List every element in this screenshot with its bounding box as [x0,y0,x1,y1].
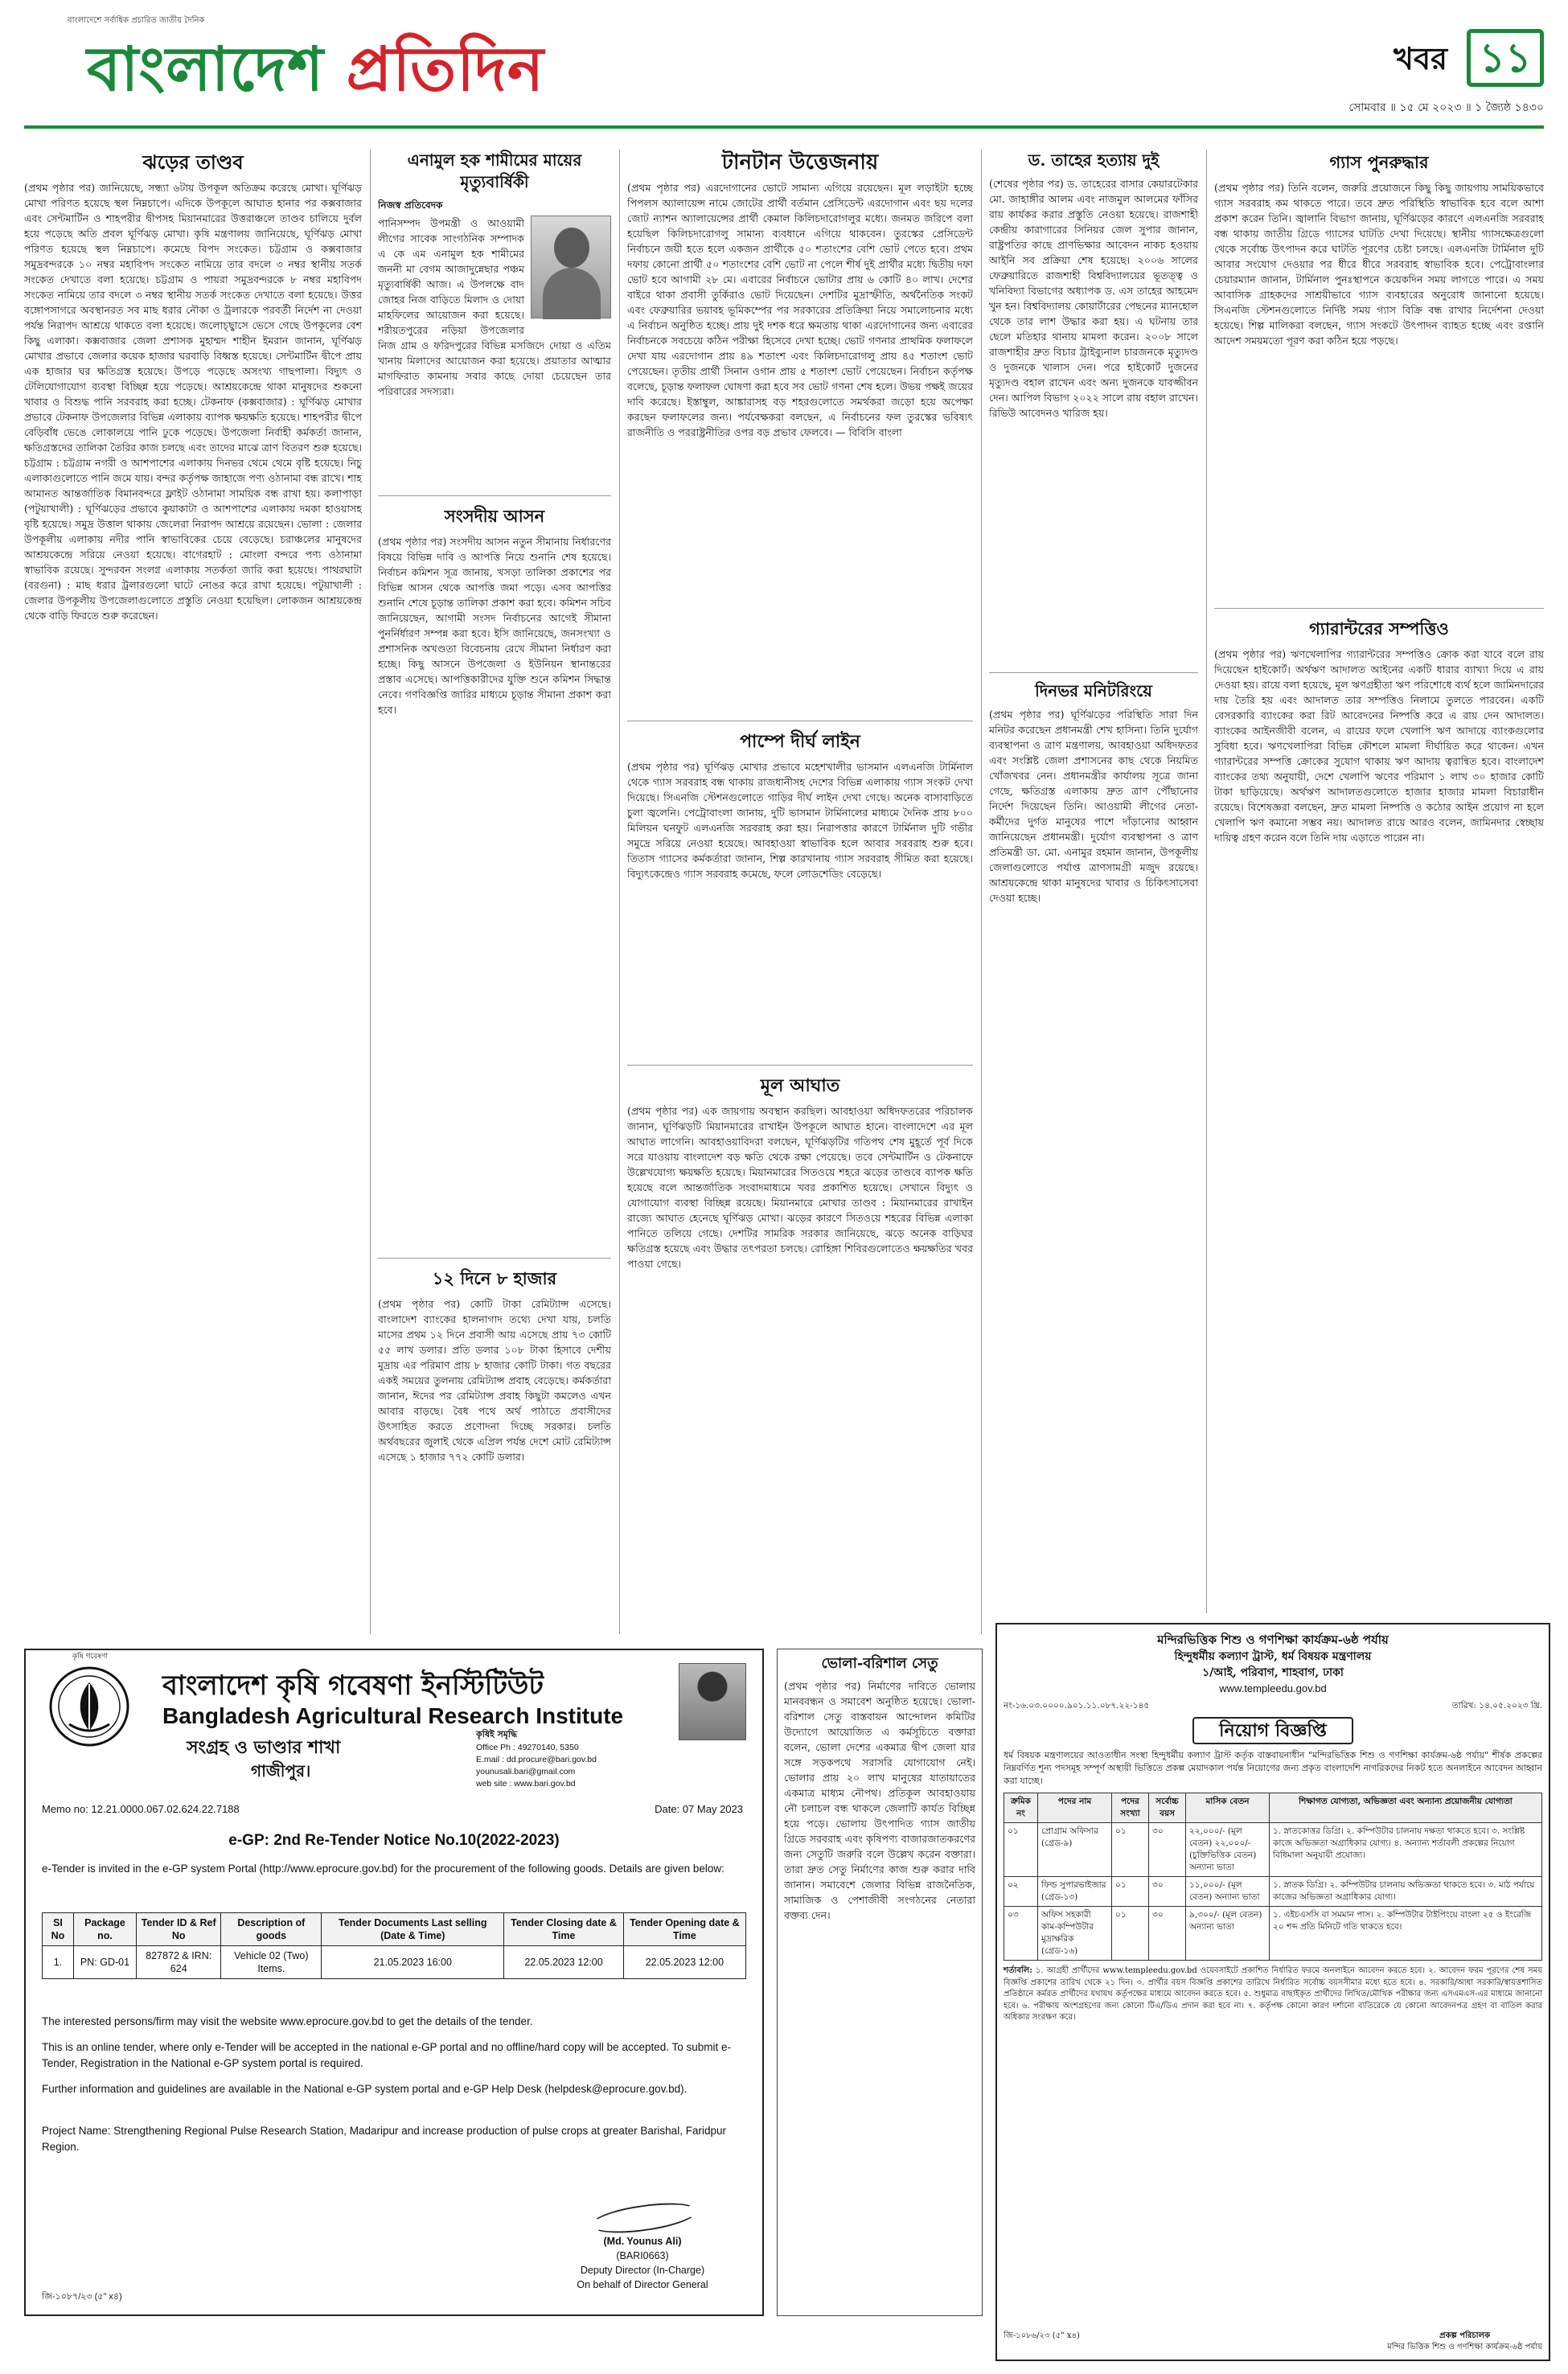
table-cell: ১. এইচএসসি বা সমমান পাস। ২. কম্পিউটার টাইপিংয়ে বাংলা ২৫ ও ইংরেজি ২০ শব্দ প্রতি মিনিটে গতি থাকতে হবে। [1270,1907,1542,1961]
article-monitoring [989,680,1198,1613]
table-cell: ০১ [1112,1907,1149,1961]
table-row [1004,1877,1542,1907]
signer-org: মন্দির ভিত্তিক শিশু ও গণশিক্ষা কার্যক্রম-৬ষ্ঠ পর্যায় [1387,2343,1542,2351]
masthead-tagline: বাংলাদেশে সর্বাধিক প্রচারিত জাতীয় দৈনিক [68,16,205,25]
article-headline: টানটান উত্তেজনায় [721,150,879,175]
article-body: (প্রথম পৃষ্ঠার পর) ঋণখেলাপির গ্যারান্টরের সম্পত্তিও ক্রোক করা যাবে বলে রায় দিয়েছেন হাইকোর্ট। অর্থঋণ আদালত আইনের একটি ধারার ব্যাখ্যা দিয়ে এ রায় দেওয়া হয়। রায়ে বলা হয়েছে, মূল ঋণগ্রহীতা ঋণ পরিশোধে ব্যর্থ হলে জামিনদারের দায় তৈরি হয় এবং আদালত তার সম্পত্তিও নিলামে তুলতে পারবেন। একটি বেসরকারি ব্যাংকের করা রিট আবেদনের নিষ্পত্তি করে এ রায় দেন আদালত। ব্যাংকের আইনজীবী বলেন, এ রায়ের ফলে খেলাপি ঋণ আদায়ে ব্যাংকগুলোর সুবিধা হবে। ঋণখেলাপিরা বিভিন্ন কৌশলে মামলা দীর্ঘায়িত করে থাকেন। এখন গ্যারান্টরের সম্পত্তি ক্রোকের সুযোগ থাকায় ঋণ আদায় ত্বরান্বিত হবে। বাংলাদেশ ব্যাংকের তথ্য অনুযায়ী, দেশে খেলাপি ঋণের পরিমাণ ১ লাখ ৩০ হাজার কোটি টাকা ছাড়িয়েছে। অর্থঋণ আদালতগুলোতে হাজার হাজার মামলা বিচারাধীন রয়েছে। বিশেষজ্ঞরা বলছেন, দ্রুত মামলা নিষ্পত্তি ও কঠোর আইন প্রয়োগ না হলে খেলাপি ঋণ কমানো সম্ভব নয়। আদালত রায়ে আরও বলেন, জামিনদার স্বেচ্ছায় দায়িত্ব গ্রহণ করেন বলে তিনি দায় এড়াতে পারেন না। [1214,648,1544,844]
table-header-row [1004,1793,1542,1823]
table-cell: ১. স্নাতক ডিগ্রি। ২. কম্পিউটার চালনায় অভিজ্ঞতা থাকতে হবে। ৩. মাঠ পর্যায়ে কাজের অভিজ্ঞতা অগ্রাধিকার যোগ্য। [1270,1877,1542,1907]
recruitment-title: নিয়োগ বিজ্ঞপ্তি [1192,1717,1353,1744]
masthead [24,11,1544,132]
signature-block [542,2197,743,2292]
table-row [43,1946,746,1979]
table-cell: ফিল্ড সুপারভাইজার (গ্রেড-১৩) [1038,1877,1112,1907]
signer-title: Deputy Director (In-Charge) [580,2265,705,2276]
signature-mark [542,2197,743,2234]
conditions-section [1004,1965,1542,2024]
article-divider [627,1065,973,1066]
bari-branch: সংগ্রহ ও ভাণ্ডার শাখা [187,1737,341,1758]
ad-code: জি-১০৮৬/২৩ (৫" x৪) [1004,2331,1080,2340]
article-headline: গ্যাস পুনরুদ্ধার [1329,152,1429,172]
table-row [1004,1907,1542,1961]
table-cell: 21.05.2023 16:00 [322,1946,504,1979]
article-divider [378,1258,611,1259]
table-row [1004,1823,1542,1877]
bari-title-bengali: বাংলাদেশ কৃষি গবেষণা ইনস্টিটিউট [162,1670,544,1702]
article-headline: দিনভর মনিটরিংয়ে [1035,681,1152,700]
table-cell: ১১,০০০/- (মূল বেতন) অন্যান্য ভাতা [1186,1877,1270,1907]
table-cell: ০৩ [1004,1907,1038,1961]
article-main-hit [627,1073,973,1634]
article-body: (প্রথম পৃষ্ঠার পর) সংসদীয় আসন নতুন সীমানায় নির্ধারণের বিষয়ে বিভিন্ন দাবি ও আপত্তি নিয়ে শুনানি শেষ হয়েছে। নির্বাচন কমিশন সূত্র জানায়, খসড়া তালিকা প্রকাশের পর বিভিন্ন আসন থেকে আপত্তি জমা পড়ে। এসব আপত্তির শুনানি শেষে চূড়ান্ত তালিকা প্রকাশ করা হবে। কমিশন সচিব জানিয়েছেন, আগামী সংসদ নির্বাচনের আগেই সীমানা পুনর্নির্ধারণ সম্পন্ন করা হবে। ইসি জানিয়েছে, জনসংখ্যা ও প্রশাসনিক অখণ্ডতা বিবেচনায় রেখে সীমানা নির্ধারণ করা হচ্ছে। কিছু আসনে উপজেলা ও ইউনিয়ন স্থানান্তরের প্রস্তাব এসেছে। আপত্তিকারীদের যুক্তি শুনে কমিশন সিদ্ধান্ত নেবে। গণবিজ্ঞপ্তি জারির মাধ্যমে চূড়ান্ত সীমানা প্রকাশ করা হবে। [378,536,611,716]
bari-city: গাজীপুর। [251,1761,311,1780]
table-cell: ০২ [1004,1877,1038,1907]
article-bhola-bridge [777,1649,983,2316]
table-cell: ৩০ [1149,1907,1186,1961]
contact-line: web site : www.bari.gov.bd [476,1779,576,1789]
memo-line [1004,1699,1542,1712]
table-cell: ২২,০০০/- (মূল বেতন) ২২,০০০/- (চুক্তিভিত্তিক বেতন) অন্যান্য ভাতা [1186,1823,1270,1877]
article-body: (শেষের পৃষ্ঠার পর) ড. তাহেরের বাসার কেয়ারটেকার মো. জাহাঙ্গীর আলম এবং নাজমুল আলমের ফাঁসির রায় কার্যকর করার প্রস্তুতি নেওয়া হয়েছে। রাজশাহী কেন্দ্রীয় কারাগারের সিনিয়র জেল সুপার জানান, রাষ্ট্রপতির কাছে প্রাণভিক্ষার আবেদন নাকচ হওয়ায় আইনি সব প্রক্রিয়া শেষ হয়েছে। ২০০৬ সালের ফেব্রুয়ারিতে রাজশাহী বিশ্ববিদ্যালয়ের ভূতত্ত্ব ও খনিবিদ্যা বিভাগের অধ্যাপক ড. এস তাহের আহমেদ খুন হন। বিশ্ববিদ্যালয় কোয়ার্টারের পেছনের ম্যানহোল থেকে তার লাশ উদ্ধার করা হয়। এ ঘটনায় তার ছেলে মতিহার থানায় মামলা করেন। ২০০৮ সালে রাজশাহীর দ্রুত বিচার ট্রাইব্যুনাল চারজনকে মৃত্যুদণ্ড ও দুজনকে খালাস দেন। পরে হাইকোর্ট দুজনের মৃত্যুদণ্ড বহাল রাখেন এবং অন্য দুজনকে যাবজ্জীবন দেন। আপিল বিভাগ ২০২২ সালে রায় বহাল রাখেন। রিভিউ আবেদনও খারিজ হয়। [989,178,1198,419]
ad-heading: মন্দিরভিত্তিক শিশু ও গণশিক্ষা কার্যক্রম-৬ষ্ঠ পর্যায় [1157,1633,1389,1647]
column-divider [619,150,620,1634]
table-cell: ০১ [1112,1823,1149,1877]
table-cell: Vehicle 02 (Two) Items. [221,1946,322,1979]
logo-text-red: প্রতিদিন [346,33,545,105]
bari-logo-label: কৃষি গবেষণা [72,1653,109,1661]
tender-paragraph: Further information and guidelines are available in the National e-GP system portal and e-GP Help Desk (helpdesk@eprocure.gov.bd). [42,2083,688,2095]
table-cell: প্রোগ্রাম অফিসার (গ্রেড-৯) [1038,1823,1112,1877]
tender-intro: e-Tender is invited in the e-GP system Portal (http://www.eprocure.gov.bd) for the procurement of the following goods. Details are given below: [42,1863,724,1875]
article-divider [378,495,611,496]
signer-code: (BARI0663) [616,2250,669,2261]
table-cell: ০১ [1004,1823,1038,1877]
article-body: (প্রথম পৃষ্ঠার পর) এক জায়গায় অবস্থান করছিল। আবহাওয়া অধিদফতরের পরিচালক জানান, ঘূর্ণিঝড়টি মিয়ানমারের রাখাইন উপকূলে আঘাত হানে। বাংলাদেশে এর মূল আঘাত লাগেনি। আবহাওয়াবিদরা বলছেন, ঘূর্ণিঝড়টির গতিপথ শেষ মুহূর্তে পূর্ব দিকে সরে যাওয়ায় বাংলাদেশ বড় ক্ষতি থেকে রক্ষা পেয়েছে। তবে সেন্টমার্টিন ও টেকনাফে উল্লেখযোগ্য ক্ষয়ক্ষতি হয়েছে। মিয়ানমারের সিতওয়ে শহরে ঝড়ের তাণ্ডবে ব্যাপক ক্ষতি হয়েছে বলে আন্তর্জাতিক সংবাদমাধ্যমে খবর প্রকাশিত হয়েছে। সেখানে বিদ্যুৎ ও যোগাযোগ ব্যবস্থা বিচ্ছিন্ন রয়েছে। মিয়ানমারে মোখার তাণ্ডব : মিয়ানমারের রাখাইন রাজ্যে আঘাত হেনেছে ঘূর্ণিঝড় মোখা। ঝড়ের কারণে সিতওয়ে শহরের বিভিন্ন এলাকা পানিতে তলিয়ে গেছে। দেশটির সামরিক সরকার জানিয়েছে, ঝড়ে অনেক বাড়িঘর ক্ষতিগ্রস্ত হয়েছে এবং উদ্ধার তৎপরতা চলছে। রোহিঙ্গা শিবিরগুলোতেও ক্ষয়ক্ষতির খবর পাওয়া গেছে। [627,1105,973,1270]
table-header: SI No [43,1913,74,1946]
signer-behalf: On behalf of Director General [577,2279,708,2290]
article-body: (প্রথম পৃষ্ঠার পর) ঘূর্ণিঝড় মোখার প্রভাবে মহেশখালীর ভাসমান এলএনজি টার্মিনাল থেকে গ্যাস সরবরাহ বন্ধ থাকায় রাজধানীসহ দেশের বিভিন্ন এলাকায় গ্যাস সংকট দেখা দিয়েছে। সিএনজি স্টেশনগুলোতে গাড়ির দীর্ঘ লাইন দেখা গেছে। অনেক বাসাবাড়িতে চুলা জ্বলেনি। পেট্রোবাংলা জানায়, দুটি ভাসমান টার্মিনালের মাধ্যমে দৈনিক প্রায় ৮০০ মিলিয়ন ঘনফুট এলএনজি সরবরাহ করা হয়। নিরাপত্তার কারণে টার্মিনাল দুটি গভীর সমুদ্রে সরিয়ে নেওয়া হয়েছে। আবহাওয়া স্বাভাবিক হলে আবার সরবরাহ শুরু হবে। তিতাস গ্যাসের কর্মকর্তারা জানান, শিল্প কারখানায় গ্যাস সরবরাহ সীমিত করা হয়েছে। বিদ্যুৎকেন্দ্রেও গ্যাস সরবরাহ কমেছে, ফলে লোডশেডিং বেড়েছে। [627,761,973,880]
table-cell: অফিস সহকারী কাম-কম্পিউটার মুদ্রাক্ষরিক (গ্রেড-১৬) [1038,1907,1112,1961]
table-header: Tender Documents Last selling (Date & Time) [322,1913,504,1946]
article-tension [627,150,973,713]
tender-table [42,1912,746,1979]
table-cell: ১. স্নাতকোত্তর ডিগ্রি। ২. কম্পিউটার চালনায় দক্ষতা থাকতে হবে। ৩. সংশ্লিষ্ট কাজে অভিজ্ঞতা অগ্রাধিকার যোগ্য। ৪. অন্যান্য শর্তাবলী প্রকল্পের নিয়োগ বিধিমালা অনুযায়ী প্রযোজ্য। [1270,1823,1542,1877]
logo-text-green: বাংলাদেশ [87,33,347,105]
tender-paragraph: This is an online tender, where only e-Tender will be accepted in the national e-GP portal and no offline/hard copy will be accepted. To submit e-Tender, Registration in the National e-GP system portal is required. [42,2041,732,2069]
table-cell: PN: GD-01 [73,1946,136,1979]
table-header: Tender Opening date & Time [623,1913,745,1946]
article-headline: গ্যারান্টরের সম্পত্তিও [1309,618,1449,639]
memo-number: Memo no: 12.21.0000.067.02.624.22.7188 [42,1803,240,1815]
table-header: Tender Closing date & Time [504,1913,624,1946]
signer-title: প্রকল্প পরিচালক [1439,2331,1491,2340]
table-cell: ০১ [1112,1877,1149,1907]
ad-website: www.templeedu.gov.bd [1219,1682,1327,1694]
contact-line: E.mail : dd.procure@bari.gov.bd [476,1755,597,1764]
table-header: শিক্ষাগত যোগ্যতা, অভিজ্ঞতা এবং অন্যান্য প্রয়োজনীয় যোগ্যতা [1270,1793,1542,1823]
conditions-body: ১. আগ্রহী প্রার্থীদের www.templeedu.gov.bd ওয়েবসাইটে প্রকাশিত নির্ধারিত ফরমে অনলাইনে আবেদন করতে হবে। ২. আবেদন ফরম পূরণের শেষ সময় বিজ্ঞপ্তি প্রকাশের তারিখ থেকে ২১ দিন। ৩. প্রার্থীর বয়স বিজ্ঞপ্তি প্রকাশের তারিখে নির্ধারিত সর্বোচ্চ বয়সসীমার মধ্যে হতে হবে। ৪. সরকারি/আধা সরকারি/স্বায়ত্তশাসিত প্রতিষ্ঠানে কর্মরত প্রার্থীদের যথাযথ কর্তৃপক্ষের মাধ্যমে আবেদন করতে হবে। ৫. শুধুমাত্র বাছাইকৃত প্রার্থীদের লিখিত/মৌখিক পরীক্ষার জন্য এসএমএস-এর মাধ্যমে জানানো হবে। ৬. পরীক্ষায় অংশগ্রহণের জন্য কোনো টিএ/ডিএ প্রদান করা হবে না। ৭. কর্তৃপক্ষ কোনো কারণ দর্শানো ব্যতিরেকে যে কোনো আবেদনপত্র গ্রহণ বা বাতিল করার অধিকার সংরক্ষণ করে। [1004,1966,1542,2022]
article-divider [1214,608,1544,609]
bari-slogan: কৃষিই সমৃদ্ধি [476,1729,518,1739]
ad-footer [1004,2331,1542,2353]
table-cell: ৯,৩০০/- (মূল বেতন) অন্যান্য ভাতা [1186,1907,1270,1961]
table-cell: 1. [43,1946,74,1979]
section-label: খবর [1393,40,1447,76]
signer-block [1387,2331,1542,2353]
article-body: (প্রথম পৃষ্ঠার পর) জানিয়েছে, সন্ধ্যা ৬টায় উপকূল অতিক্রম করেছে মোখা। ঘূর্ণিঝড় মোখা পরিণত হয়েছে স্থল নিম্নচাপে। এদিকে উপকূলে আঘাত হানার পর কক্সবাজার এবং সেন্টমার্টিন ও শাহপরীর দ্বীপসহ মিয়ানমারের উত্তরাঞ্চলে তাণ্ডব চালিয়ে দুর্বল হয়ে পড়েছে অতি প্রবল ঘূর্ণিঝড় মোখা। কৃষি মন্ত্রণালয় জানিয়েছে, ঘূর্ণিঝড় মোখা পরিণত হয়েছে স্থল নিম্নচাপে। কমেছে বিপদ সংকেত। চট্টগ্রাম ও কক্সবাজার সমুদ্রবন্দরকে ১০ নম্বর মহাবিপদ সংকেত নামিয়ে তার বদলে ৩ নম্বর স্থানীয় সতর্ক সংকেত দেখাতে বলা হয়েছে। চট্টগ্রাম ও পায়রা সমুদ্রবন্দরকে ৮ নম্বর মহাবিপদ সংকেত নামিয়ে তার বদলে ৩ নম্বর স্থানীয় সতর্ক সংকেত দেখাতে বলা হয়েছে। উত্তর বঙ্গোপসাগরে অবস্থানরত সব মাছ ধরার নৌকা ও ট্রলারকে পরবর্তী নির্দেশ না দেওয়া পর্যন্ত নিরাপদ আশ্রয়ে থাকতে বলা হয়েছে। জলোচ্ছ্বাসে ভেসে গেছে উপকূলের বেশ কিছু এলাকা। কক্সবাজার জেলা প্রশাসক মুহাম্মদ শাহীন ইমরান জানান, ঘূর্ণিঝড় মোখার প্রভাবে জেলার কয়েক হাজার ঘরবাড়ি বিধ্বস্ত হয়েছে। সেন্টমার্টিন দ্বীপে প্রায় এক হাজার ঘর ক্ষতিগ্রস্ত হয়েছে। উপড়ে পড়েছে অসংখ্য গাছপালা। বিদ্যুৎ ও টেলিযোগাযোগ ব্যবস্থা বিচ্ছিন্ন হয়ে পড়েছে। আশ্রয়কেন্দ্রে থাকা মানুষদের শুকনো খাবার ও বিশুদ্ধ পানি সরবরাহ করা হচ্ছে। টেকনাফ (কক্সবাজার) : ঘূর্ণিঝড় মোখার প্রভাবে টেকনাফ উপজেলার বিভিন্ন এলাকায় ব্যাপক ক্ষয়ক্ষতি হয়েছে। শাহপরীর দ্বীপে বেড়িবাঁধ ভেঙে লোকালয়ে পানি ঢুকে পড়েছে। উপজেলা নির্বাহী কর্মকর্তা জানান, ক্ষতিগ্রস্তদের তালিকা তৈরির কাজ চলছে এবং তাদের মাঝে ত্রাণ বিতরণ শুরু হয়েছে। চট্টগ্রাম : চট্টগ্রাম নগরী ও আশপাশের এলাকায় দিনভর থেমে থেমে বৃষ্টি হয়েছে। নিচু এলাকাগুলোতে পানি জমে যায়। বন্দর কর্তৃপক্ষ জাহাজে পণ্য ওঠানামা বন্ধ রাখে। শাহ আমানত আন্তর্জাতিক বিমানবন্দরে ফ্লাইট ওঠানামা সাময়িক বন্ধ রাখা হয়। কলাপাড়া (পটুয়াখালী) : ঘূর্ণিঝড়ের প্রভাবে কুয়াকাটা ও আশপাশের এলাকায় দমকা হাওয়াসহ বৃষ্টি হয়েছে। সমুদ্র উত্তাল থাকায় জেলেরা নিরাপদ আশ্রয়ে রয়েছেন। ভোলা : জেলার উপকূলীয় এলাকায় নদীর পানি স্বাভাবিকের চেয়ে বেড়েছে। চরাঞ্চলের মানুষদের আশ্রয়কেন্দ্রে সরিয়ে নেওয়া হয়েছে। বাগেরহাট : মোংলা বন্দরে পণ্য ওঠানামা স্বাভাবিক রয়েছে। সুন্দরবন সংলগ্ন এলাকায় সতর্কতা জারি করা হয়েছে। পাথরঘাটা (বরগুনা) : মাছ ধরার ট্রলারগুলো ঘাটে নোঙর করে রাখা হয়েছে। পটুয়াখালী : জেলার উপকূলীয় উপজেলাগুলোতে প্রস্তুতি নেওয়া হয়েছিল। লোকজন আশ্রয়কেন্দ্র থেকে বাড়ি ফিরতে শুরু করেছেন। [24,182,362,622]
article-headline: মূল আঘাত [760,1075,840,1096]
masthead-rule [24,125,1544,129]
table-cell: 827872 & IRN: 624 [137,1946,221,1979]
bari-title-english: Bangladesh Agricultural Research Institute [162,1703,624,1728]
article-anniversary [378,150,611,487]
table-header: মাসিক বেতন [1186,1793,1270,1823]
table-cell: ৩০ [1149,1823,1186,1877]
table-header-row [43,1913,746,1946]
article-divider [989,672,1198,673]
ad-code: জি-১০৮৭/২৩ (৫" x৪) [42,2292,122,2302]
article-body: পানিসম্পদ উপমন্ত্রী ও আওয়ামী লীগের সাবেক সাংগঠনিক সম্পাদক এ কে এম এনামুল হক শামীমের জননী মা বেগম আজাদুন্নেছার পঞ্চম মৃত্যুবার্ষিকী আজ। এ উপলক্ষে বাদ জোহর নিজ বাড়িতে মিলাদ ও দোয়া মাহফিলের আয়োজন করা হয়েছে। শরীয়তপুরের নড়িয়া উপজেলার নিজ গ্রাম ও ফরিদপুরের বিভিন্ন মসজিদে দোয়া ও এতিম খানায় মিলাদের আয়োজন করা হয়েছে। প্রয়াতার আত্মার মাগফিরাত কামনায় সবার কাছে দোয়া চেয়েছেন তার পরিবারের সদস্যরা। [378,217,611,397]
signer-name: (Md. Younus Ali) [603,2236,682,2247]
article-headline: এনামুল হক শামীমের মায়ের মৃত্যুবার্ষিকী [407,150,582,191]
table-header: পদের সংখ্যা [1112,1793,1149,1823]
memo-date: Date: 07 May 2023 [655,1803,743,1815]
article-twelve-days [378,1266,611,1634]
ad-subheading: হিন্দুধর্মীয় কল্যাণ ট্রাস্ট, ধর্ম বিষয়ক মন্ত্রণালয় [1174,1650,1372,1663]
bari-contact [476,1742,597,1790]
table-cell: 22.05.2023 12:00 [623,1946,745,1979]
table-header: পদের নাম [1038,1793,1112,1823]
ad-address: ১/আই, পরিবাগ, শাহবাগ, ঢাকা [1202,1666,1344,1679]
article-headline: ঝড়ের তাণ্ডব [142,150,244,174]
article-headline: ১২ দিনে ৮ হাজার [432,1268,557,1288]
contact-line: Office Ph : 49270140, 5350 [476,1743,579,1752]
page-number: ১১ [1467,29,1544,87]
leader-portrait [679,1663,746,1740]
article-guarantor [1214,616,1544,1613]
article-byline: নিজস্ব প্রতিবেদক [378,199,443,211]
article-headline: সংসদীয় আসন [444,506,545,526]
article-body: (প্রথম পৃষ্ঠার পর) ঘূর্ণিঝড়ের পরিস্থিতি সারা দিন মনিটর করেছেন প্রধানমন্ত্রী শেখ হাসিনা। তিনি দুর্যোগ ব্যবস্থাপনা ও ত্রাণ মন্ত্রণালয়, আবহাওয়া অধিদফতর এবং সংশ্লিষ্ট জেলা প্রশাসনের কাছ থেকে নিয়মিত খোঁজখবর নেন। প্রধানমন্ত্রীর কার্যালয় সূত্রে জানা গেছে, ক্ষতিগ্রস্ত এলাকায় দ্রুত ত্রাণ পৌঁছানোর নির্দেশ দিয়েছেন তিনি। আওয়ামী লীগের নেতা-কর্মীদের দুর্গত মানুষের পাশে দাঁড়ানোর আহ্বান জানিয়েছেন প্রধানমন্ত্রী। দুর্যোগ ব্যবস্থাপনা ও ত্রাণ প্রতিমন্ত্রী ডা. মো. এনামুর রহমান জানান, উপকূলীয় জেলাগুলোতে পর্যাপ্ত ত্রাণসামগ্রী মজুদ রয়েছে। আশ্রয়কেন্দ্রে থাকা মানুষদের খাবার ও চিকিৎসাসেবা দেওয়া হচ্ছে। [989,709,1198,904]
column-divider [1206,150,1207,1613]
table-header: সর্বোচ্চ বয়স [1149,1793,1186,1823]
vacancy-table [1004,1793,1542,1961]
newspaper-logo [87,23,544,125]
tender-notice-title: e-GP: 2nd Re-Tender Notice No.10(2022-2023) [228,1832,560,1849]
article-body: (প্রথম পৃষ্ঠার পর) কোটি টাকা রেমিট্যান্স এসেছে। বাংলাদেশ ব্যাংকের হালনাগাদ তথ্যে দেখা যায়, চলতি মাসের প্রথম ১২ দিনে প্রবাসী আয় এসেছে প্রায় ৭৩ কোটি ৫৫ লাখ ডলার। প্রতি ডলার ১০৮ টাকা হিসাবে দেশীয় মুদ্রায় এর পরিমাণ প্রায় ৮ হাজার কোটি টাকা। গত বছরের একই সময়ের তুলনায় রেমিট্যান্স প্রবাহ বেড়েছে। কর্মকর্তারা জানান, ঈদের পর রেমিট্যান্স প্রবাহ কিছুটা কমলেও এখন আবার বাড়ছে। বৈধ পথে অর্থ পাঠাতে প্রবাসীদের উৎসাহিত করতে প্রণোদনা দিচ্ছে সরকার। চলতি অর্থবছরের জুলাই থেকে এপ্রিল পর্যন্ত দেশে মোট রেমিট্যান্স এসেছে ১ হাজার ৭৭২ কোটি ডলার। [378,1298,611,1463]
article-headline: ভোলা-বরিশাল সেতু [821,1655,938,1672]
article-parliament [378,503,611,1251]
article-headline: পাম্পে দীর্ঘ লাইন [740,731,860,752]
job-circular-ad [995,1623,1550,2361]
bari-logo-icon [45,1660,133,1750]
tender-paragraph: The interested persons/firm may visit the website www.eprocure.gov.bd to get the details of the tender. [42,2015,533,2027]
article-teacher-murder [989,150,1198,664]
table-header: Description of goods [221,1913,322,1946]
article-pump-queue [627,729,973,1058]
article-storm [24,150,362,1634]
article-body: (প্রথম পৃষ্ঠার পর) এরদোগানের ভোটে সামান্য এগিয়ে রয়েছেন। মূল লড়াইটা হচ্ছে পিপলস অ্যালায়েন্স নামে জোটের প্রার্থী বর্তমান প্রেসিডেন্ট এরদোগান এবং ছয় দলের জোট ন্যাশন অ্যালায়েন্সের প্রার্থী কেমাল কিলিচদারোগলুর মধ্যে। জনমত জরিপে বলা হয়েছিল কিলিচদারোগলু সামান্য ব্যবধানে এগিয়ে থাকবেন। তুরস্কের প্রেসিডেন্ট নির্বাচনে জয়ী হতে হলে একজন প্রার্থীকে ৫০ শতাংশের বেশি ভোট পেতে হবে। প্রথম দফায় কোনো প্রার্থী ৫০ শতাংশের বেশি ভোট না পেলে শীর্ষ দুই প্রার্থীর মধ্যে দ্বিতীয় দফা ভোট হবে আগামী ২৮ মে। এবারের নির্বাচনে ভোটার প্রায় ৬ কোটি ৪০ লাখ। দেশের বাইরে থাকা প্রবাসী তুর্কিরাও ভোট দিয়েছেন। দেশটির মুদ্রাস্ফীতি, অর্থনৈতিক সংকট এবং ফেব্রুয়ারির ভয়াবহ ভূমিকম্পের পর সরকারের প্রতিক্রিয়া নিয়ে সমালোচনার মধ্যে এ নির্বাচন অনুষ্ঠিত হচ্ছে। প্রায় দুই দশক ধরে ক্ষমতায় থাকা এরদোগানের জন্য এবারের নির্বাচনকে সবচেয়ে কঠিন পরীক্ষা হিসেবে দেখা হচ্ছে। ভোট গণনার প্রাথমিক ফলাফলে দেখা যায় এরদোগান প্রায় ৪৯ শতাংশ এবং কিলিচদারোগলু প্রায় ৪৫ শতাংশ ভোট পেয়েছেন। তৃতীয় প্রার্থী সিনান ওগান প্রায় ৫ শতাংশ ভোট পেয়েছেন। নির্বাচন কর্তৃপক্ষ বলেছে, চূড়ান্ত ফলাফল ঘোষণা করা হবে সব ভোট গণনা শেষ হলে। উভয় পক্ষই জয়ের দাবি করেছে। ইস্তাম্বুল, আঙ্কারাসহ বড় শহরগুলোতে সমর্থকরা জড়ো হয়ে অপেক্ষা করছেন ফলাফলের জন্য। পর্যবেক্ষকরা বলছেন, এ নির্বাচনের ফল তুরস্কের ভবিষ্যৎ রাজনীতি ও পররাষ্ট্রনীতির ওপর বড় প্রভাব ফেলবে। — বিবিসি বাংলা [627,182,973,438]
contact-line: younusali.bari@gmail.com [476,1767,576,1776]
conditions-title: শর্তাবলি: [1004,1966,1032,1975]
issue-date: সোমবার ॥ ১৫ মে ২০২৩ ॥ ১ জ্যৈষ্ঠ ১৪৩০ [1348,101,1544,114]
table-header: Tender ID & Ref No [137,1913,221,1946]
table-cell: ৩০ [1149,1877,1186,1907]
table-cell: 22.05.2023 12:00 [504,1946,624,1979]
project-name: Project Name: Strengthening Regional Pulse Research Station, Madaripur and increase production of pulse crops at greater Barishal, Faridpur Region. [42,2125,726,2153]
portrait-photo [531,216,611,318]
column-divider [370,150,371,1634]
bari-tender-ad [24,1649,764,2316]
article-body: (প্রথম পৃষ্ঠার পর) নির্মাণের দাবিতে ভোলায় মানববন্ধন ও সমাবেশ অনুষ্ঠিত হয়েছে। ভোলা-বরিশাল সেতু বাস্তবায়ন আন্দোলন কমিটির উদ্যোগে আয়োজিত এ কর্মসূচিতে বক্তারা বলেন, ভোলা দেশের একমাত্র দ্বীপ জেলা যার সঙ্গে সড়কপথে সরাসরি যোগাযোগ নেই। ভোলার প্রায় ২০ লাখ মানুষের যাতায়াতের একমাত্র মাধ্যম নৌপথ। প্রতিকূল আবহাওয়ায় নৌ চলাচল বন্ধ থাকলে জেলাটি কার্যত বিচ্ছিন্ন হয়ে পড়ে। ভোলায় উৎপাদিত গ্যাস জাতীয় গ্রিডে সরবরাহ এবং কৃষিপণ্য বাজারজাতকরণের জন্য সেতুটি জরুরি বলে উল্লেখ করেন বক্তারা। তারা দ্রুত সেতু নির্মাণের কাজ শুরু করার দাবি জানান। সমাবেশে জেলার বিভিন্ন রাজনৈতিক, সামাজিক ও পেশাজীবী সংগঠনের নেতারা বক্তব্য দেন। [784,1680,975,1921]
table-header: ক্রমিক নং [1004,1793,1038,1823]
article-headline: ড. তাহের হত্যায় দুই [1028,150,1160,170]
memo-date: তারিখ: ১৪.০৫.২০২৩ খ্রি. [1451,1701,1542,1711]
article-gas-restore [1214,150,1544,600]
column-divider [981,150,982,1634]
recruitment-intro: ধর্ম বিষয়ক মন্ত্রণালয়ের আওতাধীন সংস্থা হিন্দুধর্মীয় কল্যাণ ট্রাস্ট কর্তৃক বাস্তবায়নাধীন "মন্দিরভিত্তিক শিশু ও গণশিক্ষা কার্যক্রম-৬ষ্ঠ পর্যায়" শীর্ষক প্রকল্পের নিম্নবর্ণিত শূন্য পদসমূহ সম্পূর্ণ অস্থায়ী ভিত্তিতে প্রকল্প মেয়াদকাল পর্যন্ত নিয়োগের জন্য প্রকৃত বাংলাদেশি নাগরিকদের নিকট হতে অনলাইনে আবেদন আহ্বান করা যাচ্ছে। [1004,1750,1542,1786]
article-body: (প্রথম পৃষ্ঠার পর) তিনি বলেন, জরুরি প্রয়োজনে কিছু কিছু জায়গায় সাময়িকভাবে গ্যাস সরবরাহ কম থাকতে পারে। তবে দ্রুত পরিস্থিতি স্বাভাবিক হবে বলে আশা প্রকাশ করেন তিনি। জ্বালানি বিভাগ জানায়, ঘূর্ণিঝড়ের কারণে এলএনজি সরবরাহ বন্ধ থাকায় জাতীয় গ্রিডে গ্যাসের ঘাটতি দেখা দিয়েছে। স্থানীয় গ্যাসক্ষেত্রগুলো থেকে সর্বোচ্চ উৎপাদন করে ঘাটতি পূরণের চেষ্টা চলছে। এলএনজি টার্মিনাল দুটি আবার সংযোগ দেওয়ার পর ধীরে ধীরে সরবরাহ স্বাভাবিক হবে। পেট্রোবাংলার চেয়ারম্যান জানান, টার্মিনাল পুনঃস্থাপনে কয়েকদিন সময় লাগতে পারে। এ সময় আবাসিক গ্রাহকদের সাশ্রয়ীভাবে গ্যাস ব্যবহারের অনুরোধ জানানো হয়েছে। সিএনজি স্টেশনগুলোতে নির্দিষ্ট সময় গ্যাস বিক্রি বন্ধ রাখার নির্দেশনা দেওয়া হয়েছে। শিল্প মালিকরা বলছেন, গ্যাস সংকটে উৎপাদন ব্যাহত হচ্ছে এবং রপ্তানি আদেশ সময়মতো পূরণ করা কঠিন হয়ে পড়ছে। [1214,182,1544,347]
table-header: Package no. [73,1913,136,1946]
memo-number: নং-১৬.০৩.০০০০.৯০১.১১.০৮৭.২২-১৪৫ [1004,1701,1150,1711]
